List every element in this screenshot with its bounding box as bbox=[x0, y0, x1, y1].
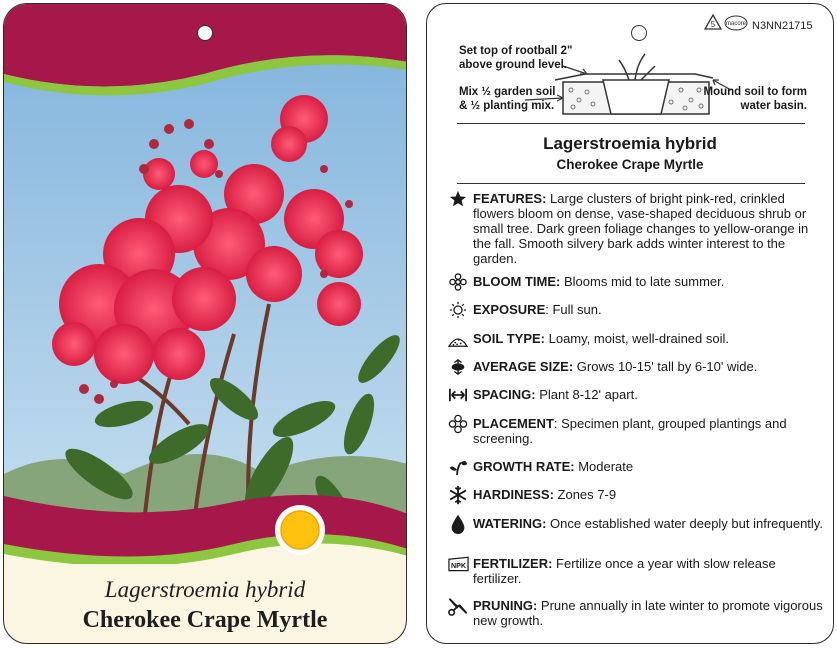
attr-average-size: AVERAGE SIZE: Grows 10-15' tall by 6-10' wide. bbox=[447, 359, 823, 378]
product-code: N3NN21715 bbox=[752, 20, 813, 32]
svg-text:NPK: NPK bbox=[450, 561, 466, 570]
sprout-icon bbox=[447, 456, 469, 478]
recycle-brand: macore bbox=[725, 21, 747, 27]
soil-icon bbox=[447, 328, 469, 350]
pruners-icon bbox=[447, 595, 469, 617]
front-common-name: Cherokee Crape Myrtle bbox=[82, 607, 328, 633]
label-water-basin: Mound soil to form water basin. bbox=[703, 86, 807, 112]
size-icon bbox=[447, 356, 469, 378]
attr-hardiness: HARDINESS: Zones 7-9 bbox=[447, 487, 823, 506]
sun-icon bbox=[447, 299, 469, 321]
back-common-name: Cherokee Crape Myrtle bbox=[556, 157, 704, 172]
attr-soil-type: SOIL TYPE: Loamy, moist, well-drained soil. bbox=[447, 331, 823, 350]
npk-icon bbox=[447, 553, 469, 575]
attr-bloom-time: BLOOM TIME: Blooms mid to late summer. bbox=[447, 274, 823, 293]
attr-spacing: SPACING: Plant 8-12' apart. bbox=[447, 387, 823, 406]
front-latin-name: Lagerstroemia hybrid bbox=[104, 577, 306, 602]
front-tag bbox=[3, 3, 407, 644]
hang-hole bbox=[197, 25, 213, 41]
attr-growth-rate: GROWTH RATE: Moderate bbox=[447, 459, 823, 478]
attr-features: FEATURES: Large clusters of bright pink-red, crinkled flowers bloom on dense, vase-shaped deciduous shrub or small tree. Dark green foliage changes to yellow-orange in the fall. Smooth silvery bark adds winter interest to the garden. bbox=[447, 191, 823, 266]
placement-icon bbox=[447, 413, 469, 435]
attr-fertilizer: NPK FERTILIZER: Fertilize once a year with slow release fertilizer. bbox=[447, 556, 823, 586]
attr-placement: PLACEMENT: Specimen plant, grouped plantings and screening. bbox=[447, 416, 823, 446]
attr-pruning: PRUNING: Prune annually in late winter to promote vigorous new growth. bbox=[447, 598, 823, 628]
full-sun-icon bbox=[274, 504, 326, 556]
divider bbox=[457, 183, 805, 184]
attr-watering: WATERING: Once established water deeply but infrequently. bbox=[447, 516, 823, 535]
attr-exposure: EXPOSURE: Full sun. bbox=[447, 302, 823, 321]
recycle-icon bbox=[703, 12, 749, 38]
plant-photo bbox=[4, 4, 407, 564]
snowflake-icon bbox=[447, 484, 469, 506]
water-drop-icon bbox=[447, 513, 469, 535]
hang-hole bbox=[631, 25, 647, 41]
label-rootball-height: Set top of rootball 2" above ground level. bbox=[459, 45, 573, 71]
spacing-icon bbox=[447, 384, 469, 406]
divider bbox=[457, 123, 805, 124]
back-tag bbox=[426, 3, 834, 644]
bloom-icon bbox=[447, 271, 469, 293]
recycle-number: 5 bbox=[710, 20, 716, 29]
label-soil-mix: Mix ½ garden soil & ½ planting mix. bbox=[459, 86, 556, 112]
star-icon bbox=[447, 188, 469, 210]
back-latin-name: Lagerstroemia hybrid bbox=[543, 134, 717, 153]
